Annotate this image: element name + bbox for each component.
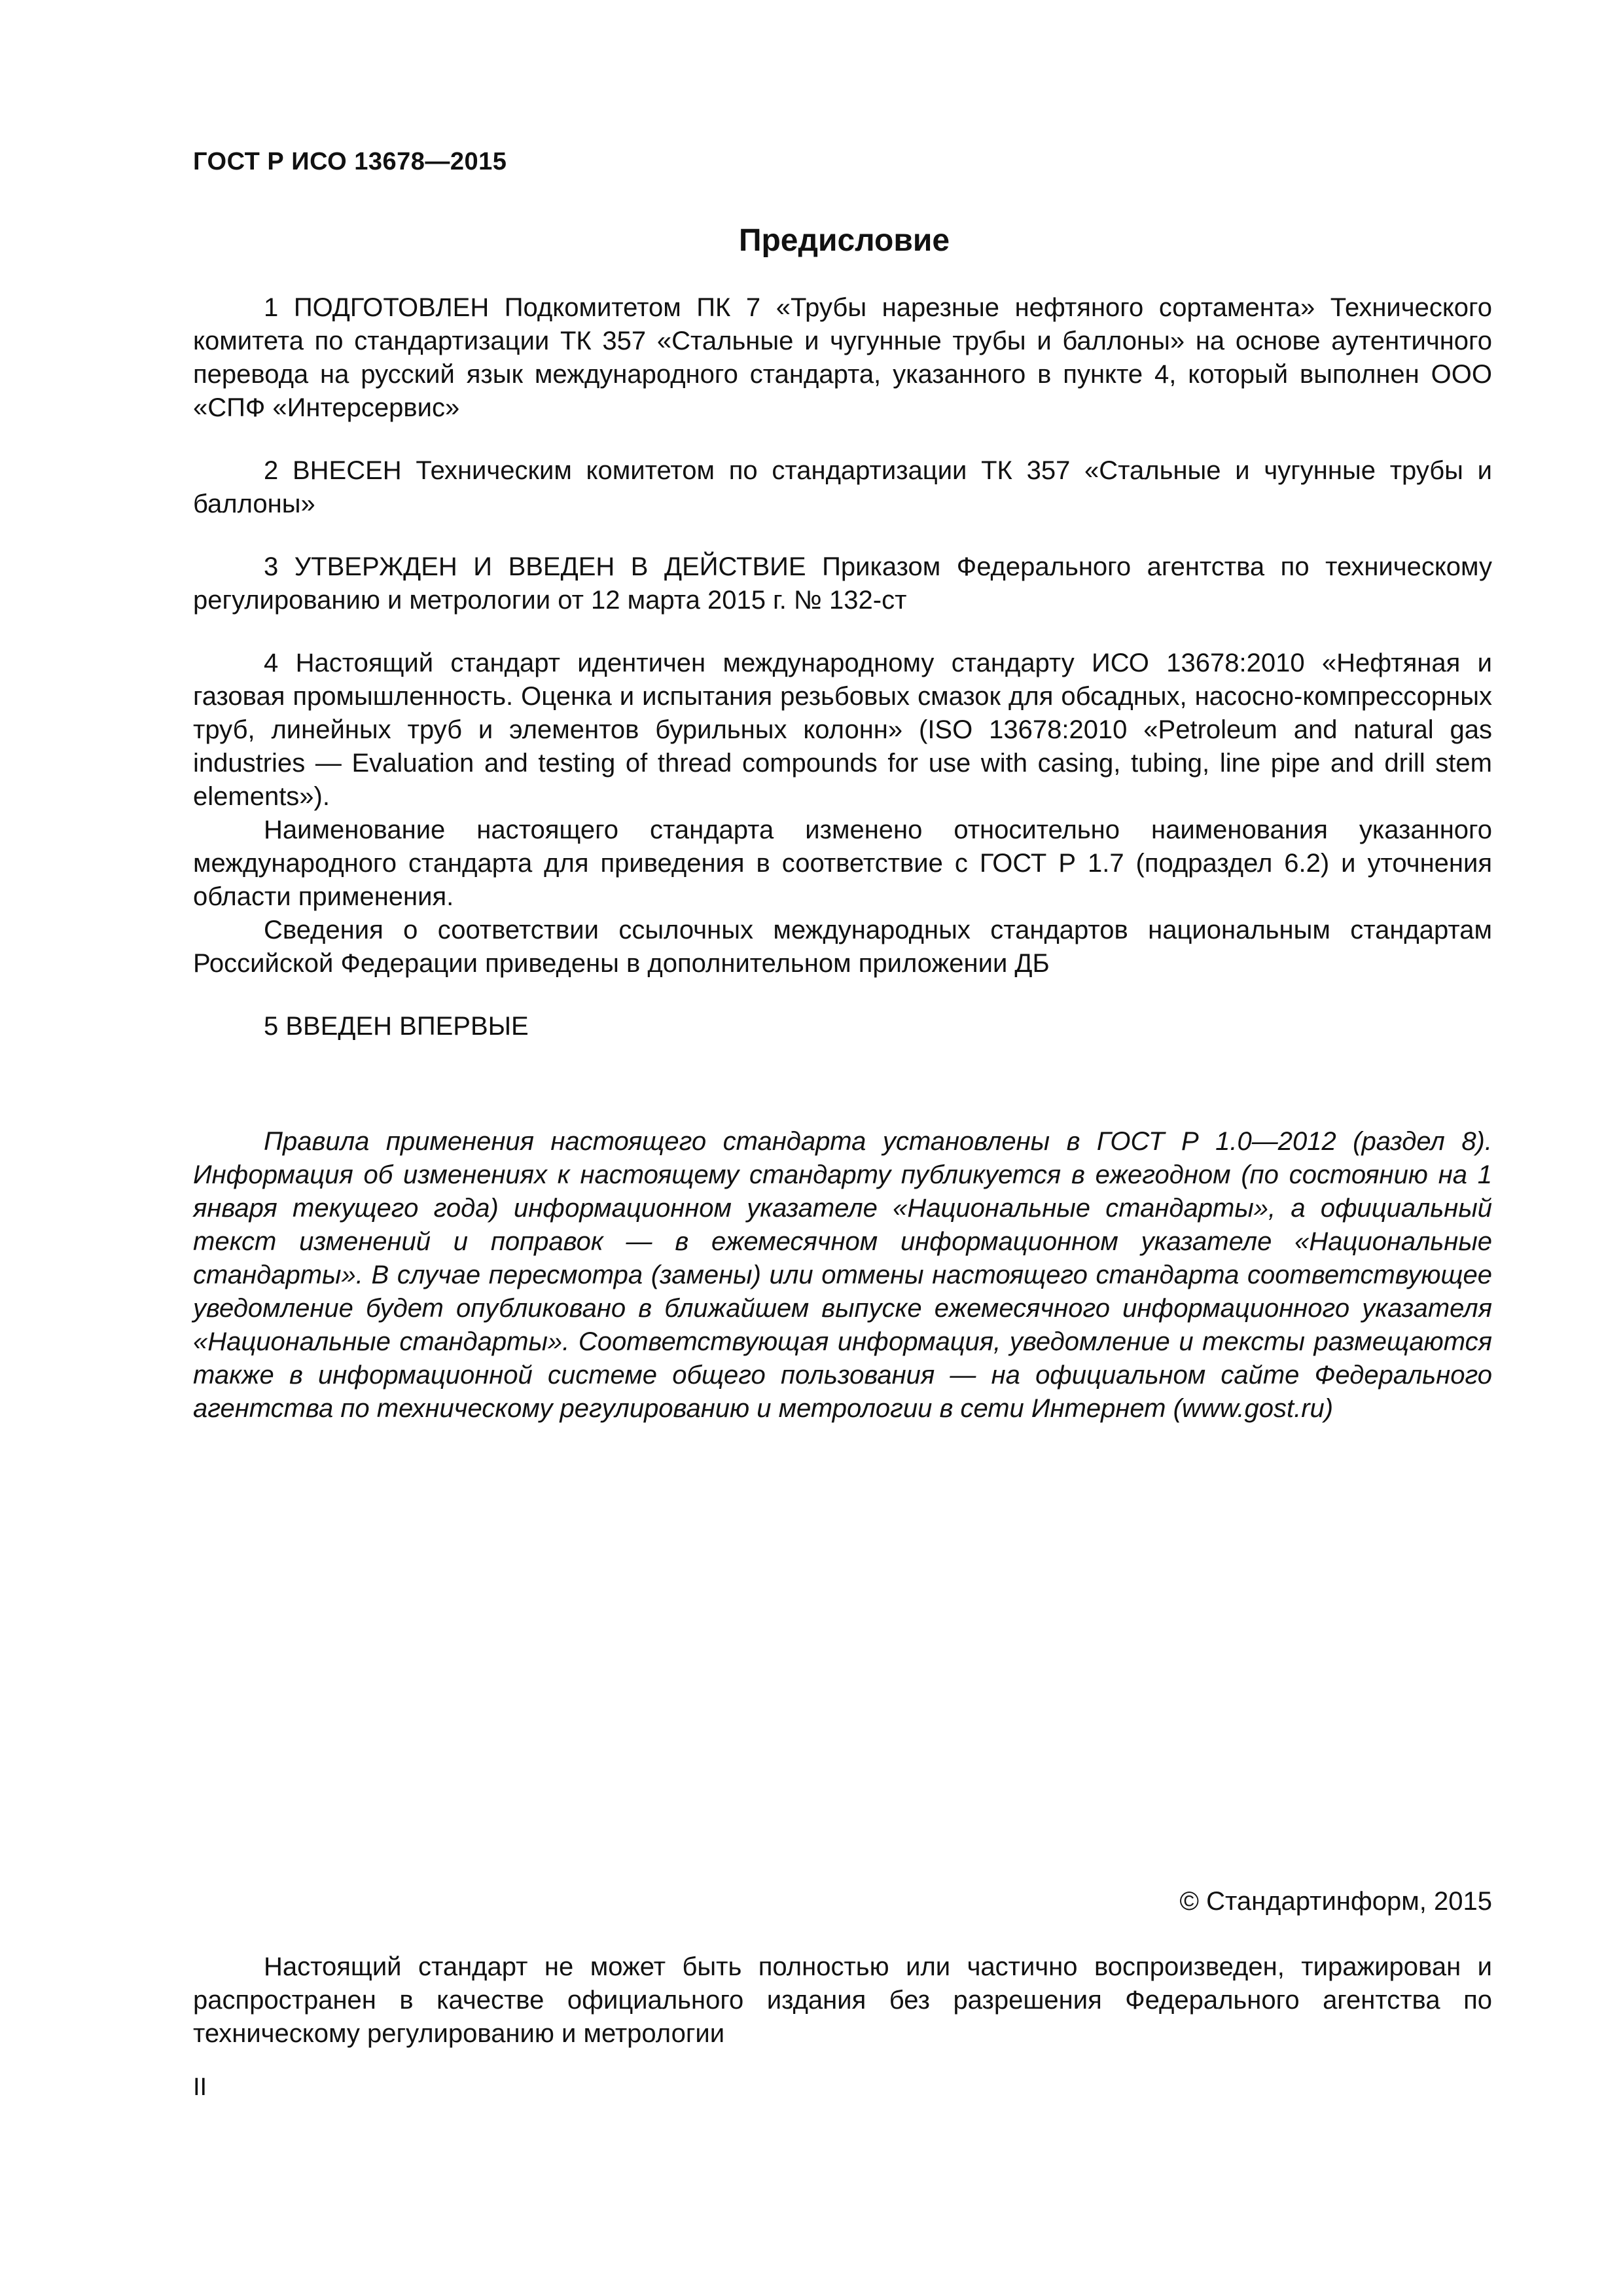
section-4-name-changed: Наименование настоящего стандарта изменено относительно наименования указанного международного стандарта для приведения в соответствие с ГОСТ Р 1.7 (подраздел 6.2) и уточнения области применения.	[193, 816, 1492, 911]
section-4-identical: 4 Настоящий стандарт идентичен международному стандарту ИСО 13678:2010 «Нефтяная и газовая промышленность. Оценка и испытания резьбовых смазок для обсадных, насосно-компрессорных труб, линейных труб и элементов бурильных колонн» (ISO 13678:2010 «Petroleum and natural gas industries — Evaluation and testing of thread compounds for use with casing, tubing, line pipe and drill stem elements»).	[193, 649, 1492, 811]
section-2-introduced: 2 ВНЕСЕН Техническим комитетом по стандартизации ТК 357 «Стальные и чугунные трубы и баллоны»	[193, 456, 1492, 518]
page-number: II	[193, 2073, 207, 2101]
section-1-prepared: 1 ПОДГОТОВЛЕН Подкомитетом ПК 7 «Трубы нарезные нефтяного сортамента» Технического комитета по стандартизации ТК 357 «Стальные и чугунные трубы и баллоны» на основе аутентичного перевода на русский язык международного стандарта, указанного в пункте 4, который выполнен ООО «СПФ «Интерсервис»	[193, 293, 1492, 422]
document-code: ГОСТ Р ИСО 13678—2015	[193, 148, 507, 175]
page-title: Предисловие	[738, 223, 950, 258]
foreword-content	[193, 291, 1492, 1426]
section-3-approved: 3 УТВЕРЖДЕН И ВВЕДЕН В ДЕЙСТВИЕ Приказом Федерального агентства по техническому регулированию и метрологии от 12 марта 2015 г. № 132-ст	[193, 552, 1492, 615]
section-4-references: Сведения о соответствии ссылочных международных стандартов национальным стандартам Российской Федерации приведены в дополнительном приложении ДБ	[193, 916, 1492, 978]
reproduction-notice: Настоящий стандарт не может быть полностью или частично воспроизведен, тиражирован и распространен в качестве официального издания без разрешения Федерального агентства по техническому регулированию и метрологии	[193, 1952, 1492, 2048]
section-5-first-introduced: 5 ВВЕДЕН ВПЕРВЫЕ	[264, 1012, 529, 1041]
rules-note: Правила применения настоящего стандарта установлены в ГОСТ Р 1.0—2012 (раздел 8). Информация об изменениях к настоящему стандарту публикуется в ежегодном (по состоянию на 1 января текущего года) информационном указателе «Национальные стандарты», а официальный текст изменений и поправок — в ежемесячном информационном указателе «Национальные стандарты». В случае пересмотра (замены) или отмены настоящего стандарта соответствующее уведомление будет опубликовано в ближайшем выпуске ежемесячного информационного указателя «Национальные стандарты». Соответствующая информация, уведомление и тексты размещаются также в информационной системе общего пользования — на официальном сайте Федерального агентства по техническому регулированию и метрологии в сети Интернет (www.gost.ru)	[193, 1127, 1492, 1423]
copyright-line: © Стандартинформ, 2015	[1179, 1887, 1492, 1916]
